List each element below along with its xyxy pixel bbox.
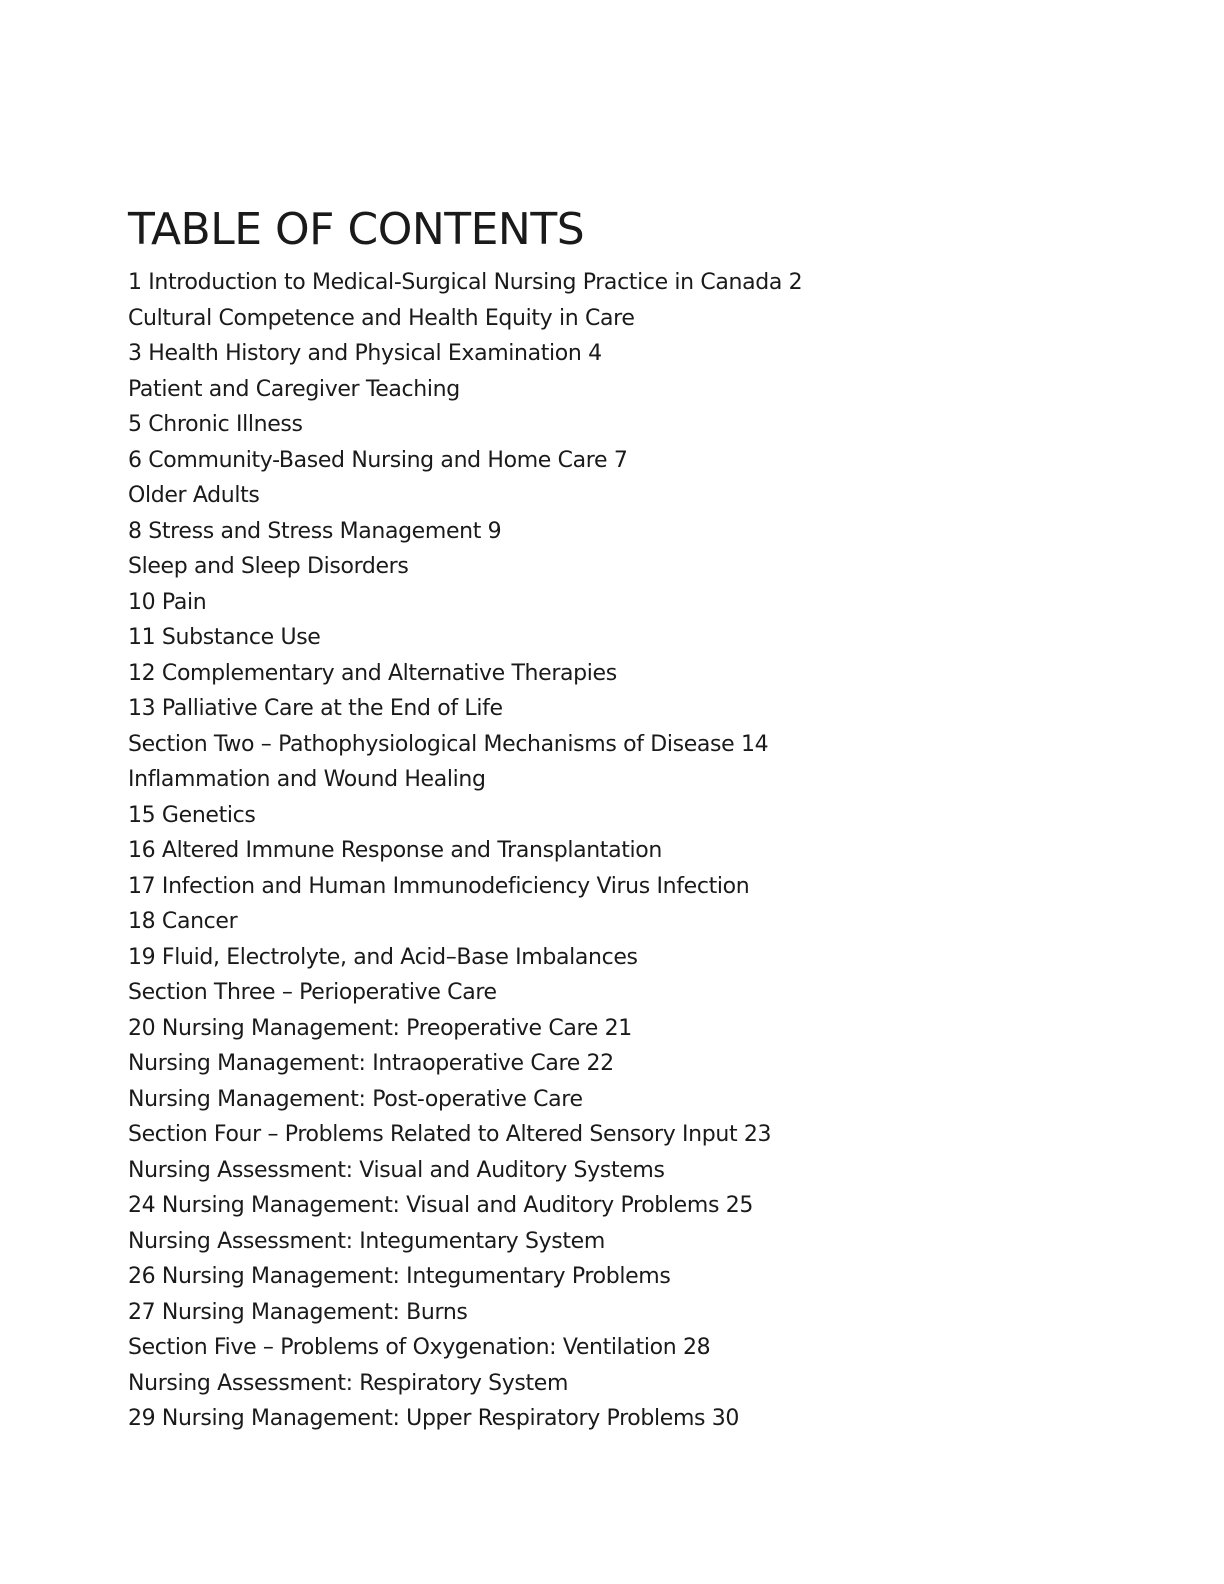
toc-entry: 1 Introduction to Medical-Surgical Nursing Practice in Canada 2 bbox=[128, 270, 803, 295]
toc-entry: 17 Infection and Human Immunodeficiency Virus Infection bbox=[128, 873, 750, 899]
toc-entry: Nursing Management: Post-operative Care bbox=[128, 1086, 583, 1112]
toc-entry: Section Three – Perioperative Care bbox=[128, 980, 497, 1005]
toc-entry: 6 Community-Based Nursing and Home Care 7 bbox=[128, 447, 628, 473]
toc-entry: Inflammation and Wound Healing bbox=[128, 767, 486, 792]
toc-entry: 3 Health History and Physical Examination 4 bbox=[128, 341, 602, 366]
page-title: TABLE OF CONTENTS bbox=[128, 204, 585, 255]
toc-entry: Section Two – Pathophysiological Mechanisms of Disease 14 bbox=[128, 731, 769, 757]
toc-entry: 27 Nursing Management: Burns bbox=[128, 1299, 468, 1325]
toc-entry: Nursing Assessment: Visual and Auditory Systems bbox=[128, 1157, 665, 1183]
toc-entry: Cultural Competence and Health Equity in Care bbox=[128, 305, 635, 331]
toc-entry: Older Adults bbox=[128, 483, 260, 508]
toc-entry: 11 Substance Use bbox=[128, 625, 321, 650]
toc-entry: 5 Chronic Illness bbox=[128, 412, 303, 437]
toc-entry: Sleep and Sleep Disorders bbox=[128, 554, 409, 579]
toc-entry: 8 Stress and Stress Management 9 bbox=[128, 518, 502, 544]
toc-entry: 26 Nursing Management: Integumentary Problems bbox=[128, 1264, 671, 1289]
toc-entry: Nursing Assessment: Integumentary System bbox=[128, 1228, 605, 1254]
toc-list bbox=[128, 265, 802, 1437]
toc-entry: 20 Nursing Management: Preoperative Care 21 bbox=[128, 1015, 632, 1041]
toc-entry: 15 Genetics bbox=[128, 802, 256, 828]
toc-entry: Nursing Management: Intraoperative Care 22 bbox=[128, 1051, 614, 1076]
toc-entry: 12 Complementary and Alternative Therapies bbox=[128, 660, 617, 686]
toc-entry: 24 Nursing Management: Visual and Auditory Problems 25 bbox=[128, 1193, 753, 1218]
toc-entry: 10 Pain bbox=[128, 589, 207, 615]
toc-entry: 19 Fluid, Electrolyte, and Acid–Base Imbalances bbox=[128, 944, 638, 970]
toc-entry: Patient and Caregiver Teaching bbox=[128, 376, 460, 402]
toc-entry: Section Four – Problems Related to Altered Sensory Input 23 bbox=[128, 1122, 772, 1147]
toc-entry: 29 Nursing Management: Upper Respiratory Problems 30 bbox=[128, 1406, 740, 1431]
toc-entry: 18 Cancer bbox=[128, 909, 238, 934]
toc-entry: Section Five – Problems of Oxygenation: Ventilation 28 bbox=[128, 1335, 711, 1360]
toc-entry: 16 Altered Immune Response and Transplantation bbox=[128, 838, 662, 863]
toc-entry: 13 Palliative Care at the End of Life bbox=[128, 696, 503, 721]
toc-entry: Nursing Assessment: Respiratory System bbox=[128, 1370, 569, 1396]
